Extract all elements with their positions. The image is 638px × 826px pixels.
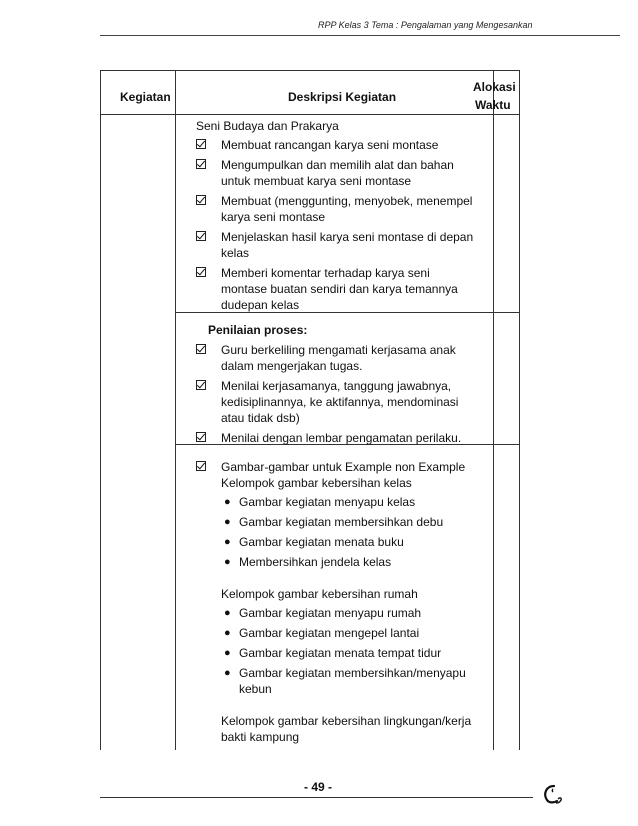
checkbox-icon xyxy=(196,344,206,354)
list-item xyxy=(196,265,496,313)
column-divider-1 xyxy=(175,70,176,750)
bullet-item: ● Gambar kegiatan mengepel lantai xyxy=(224,626,420,640)
item-line: dudepan kelas xyxy=(221,298,300,312)
group-title: Kelompok gambar kebersihan rumah xyxy=(221,587,418,601)
bullet-item: ● Gambar kegiatan menyapu kelas xyxy=(224,495,416,509)
page-number: - 49 - xyxy=(304,780,333,794)
item-line: montase buatan sendiri dan karya temannya xyxy=(221,282,458,296)
page-header: RPP Kelas 3 Tema : Pengalaman yang Mengesankan xyxy=(318,20,533,30)
section-penilaian-proses xyxy=(196,322,496,446)
group-title: Kelompok gambar kebersihan kelas xyxy=(221,476,412,490)
item-line: atau tidak dsb) xyxy=(221,411,300,425)
checkbox-icon xyxy=(196,139,206,149)
bullet-item: ● Gambar kegiatan membersihkan debu xyxy=(224,515,444,529)
list-item xyxy=(196,378,496,426)
item-line: Membuat (menggunting, menyobek, menempel xyxy=(221,194,473,208)
item-line: Menilai kerjasamanya, tanggung jawabnya, xyxy=(221,379,452,393)
header-bottom-border xyxy=(100,114,520,115)
section-title: Seni Budaya dan Prakarya xyxy=(196,119,339,133)
group-title: Kelompok gambar kebersihan lingkungan/kerja xyxy=(221,714,472,728)
checkbox-icon xyxy=(196,195,206,205)
item-line: Guru berkeliling mengamati kerjasama anak xyxy=(221,343,456,357)
header-kegiatan: Kegiatan xyxy=(120,90,171,104)
checkbox-icon xyxy=(196,231,206,241)
list-item xyxy=(196,137,496,153)
footer-rule xyxy=(100,797,533,798)
table-top-border xyxy=(100,70,520,71)
bullet-item: ● Gambar kegiatan menata tempat tidur xyxy=(224,646,442,660)
list-item xyxy=(196,459,496,745)
list-item xyxy=(196,430,496,446)
item-line: kedisiplinannya, ke aktifannya, mendominasi xyxy=(221,395,459,409)
header-waktu: Waktu xyxy=(475,98,511,112)
bullet-icon: ● xyxy=(224,496,231,508)
item-line: Menilai dengan lembar pengamatan perilaku. xyxy=(221,431,462,445)
section-seni-budaya xyxy=(196,118,496,313)
checkbox-icon xyxy=(196,432,206,442)
item-line: Memberi komentar terhadap karya seni xyxy=(221,266,430,280)
item-line: Menjelaskan hasil karya seni montase di depan xyxy=(221,230,474,244)
bullet-item: ● Gambar kegiatan membersihkan/menyapu kebun xyxy=(224,666,466,696)
list-item xyxy=(196,157,496,189)
list-item xyxy=(196,229,496,261)
activity-table xyxy=(100,70,520,750)
header-rule xyxy=(100,35,620,36)
checkbox-icon xyxy=(196,461,206,471)
section-gambar xyxy=(196,459,496,745)
bullet-item: ● Gambar kegiatan menata buku xyxy=(224,535,404,549)
list-item xyxy=(196,193,496,225)
bullet-icon: ● xyxy=(224,556,231,568)
checkbox-icon xyxy=(196,267,206,277)
header-deskripsi: Deskripsi Kegiatan xyxy=(288,90,397,104)
bullet-icon: ● xyxy=(224,647,231,659)
section-title: Gambar-gambar untuk Example non Example xyxy=(221,460,466,474)
checkbox-icon xyxy=(196,380,206,390)
publisher-logo-icon xyxy=(540,782,566,806)
group-title: bakti kampung xyxy=(221,730,300,744)
bullet-icon: ● xyxy=(224,536,231,548)
bullet-icon: ● xyxy=(224,607,231,619)
item-line: untuk membuat karya seni montase xyxy=(221,174,412,188)
header-alokasi: Alokasi xyxy=(473,80,516,94)
bullet-icon: ● xyxy=(224,516,231,528)
checkbox-icon xyxy=(196,159,206,169)
bullet-icon: ● xyxy=(224,627,231,639)
item-line: kelas xyxy=(221,246,250,260)
section-title: Penilaian proses: xyxy=(208,323,308,337)
item-line: dalam mengerjakan tugas. xyxy=(221,359,363,373)
bullet-item: ● Membersihkan jendela kelas xyxy=(224,555,392,569)
item-line: Mengumpulkan dan memilih alat dan bahan xyxy=(221,158,454,172)
item-line: karya seni montase xyxy=(221,210,326,224)
bullet-item: ● Gambar kegiatan menyapu rumah xyxy=(224,606,422,620)
item-line: Membuat rancangan karya seni montase xyxy=(221,138,439,152)
table-right-border xyxy=(519,70,520,750)
list-item xyxy=(196,342,496,374)
table-left-border xyxy=(100,70,101,750)
bullet-icon: ● xyxy=(224,667,231,679)
